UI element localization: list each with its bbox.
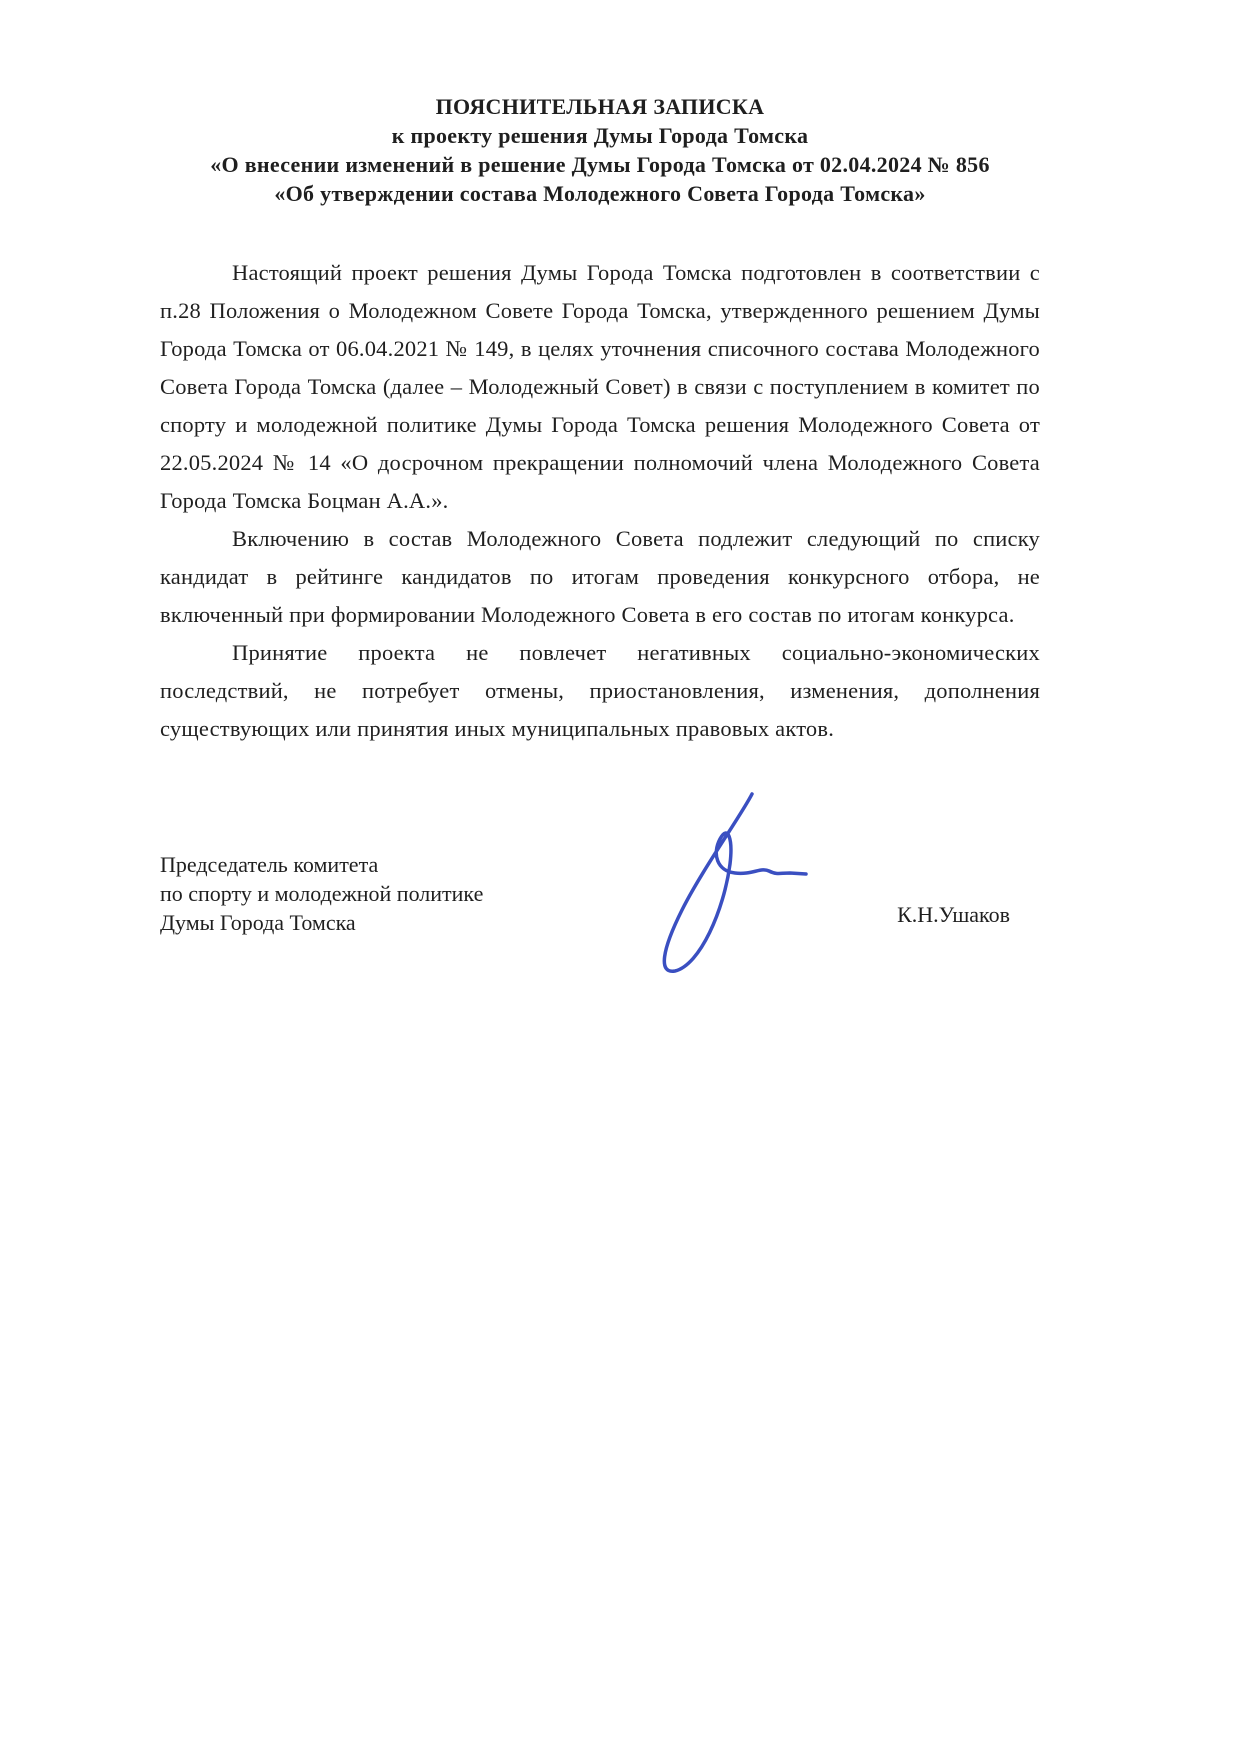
document-title [160, 92, 1040, 208]
signer-position-line-1: Председатель комитета [160, 852, 379, 877]
document-body [160, 254, 1040, 748]
signer-position [160, 850, 483, 937]
title-line-4: «Об утверждении состава Молодежного Совета Города Томска» [274, 181, 926, 206]
signature-ink-icon [630, 788, 810, 983]
title-line-2: к проекту решения Думы Города Томска [391, 123, 809, 148]
signer-name: К.Н.Ушаков [897, 902, 1010, 927]
paragraph-2: Включению в состав Молодежного Совета подлежит следующий по списку кандидат в рейтинге кандидатов по итогам проведения конкурсного отбора, не включенный при формировании Молодежного Совета в его состав по итогам конкурса. [160, 526, 1040, 627]
paragraph-3: Принятие проекта не повлечет негативных социально-экономических последствий, не потребует отмены, приостановления, изменения, дополнения существующих или принятия иных муниципальных правовых актов. [160, 640, 1040, 741]
signature-stroke [664, 794, 806, 971]
title-line-3: «О внесении изменений в решение Думы Города Томска от 02.04.2024 № 856 [210, 152, 990, 177]
title-line-1: ПОЯСНИТЕЛЬНАЯ ЗАПИСКА [435, 94, 765, 119]
signature-section [160, 850, 1040, 937]
signer-position-line-3: Думы Города Томска [160, 910, 356, 935]
signer-position-line-2: по спорту и молодежной политике [160, 881, 484, 906]
paragraph-1: Настоящий проект решения Думы Города Томска подготовлен в соответствии с п.28 Положения о Молодежном Совете Города Томска, утвержденного решением Думы Города Томска от 06.04.2021 № 149, в целях уточнения списочного состава Молодежного Совета Города Томска (далее – Молодежный Совет) в связи с поступлением в комитет по спорту и молодежной политике Думы Города Томска решения Молодежного Совета от 22.05.2024 № 14 «О досрочном прекращении полномочий члена Молодежного Совета Города Томска Боцман А.А.». [160, 260, 1040, 513]
